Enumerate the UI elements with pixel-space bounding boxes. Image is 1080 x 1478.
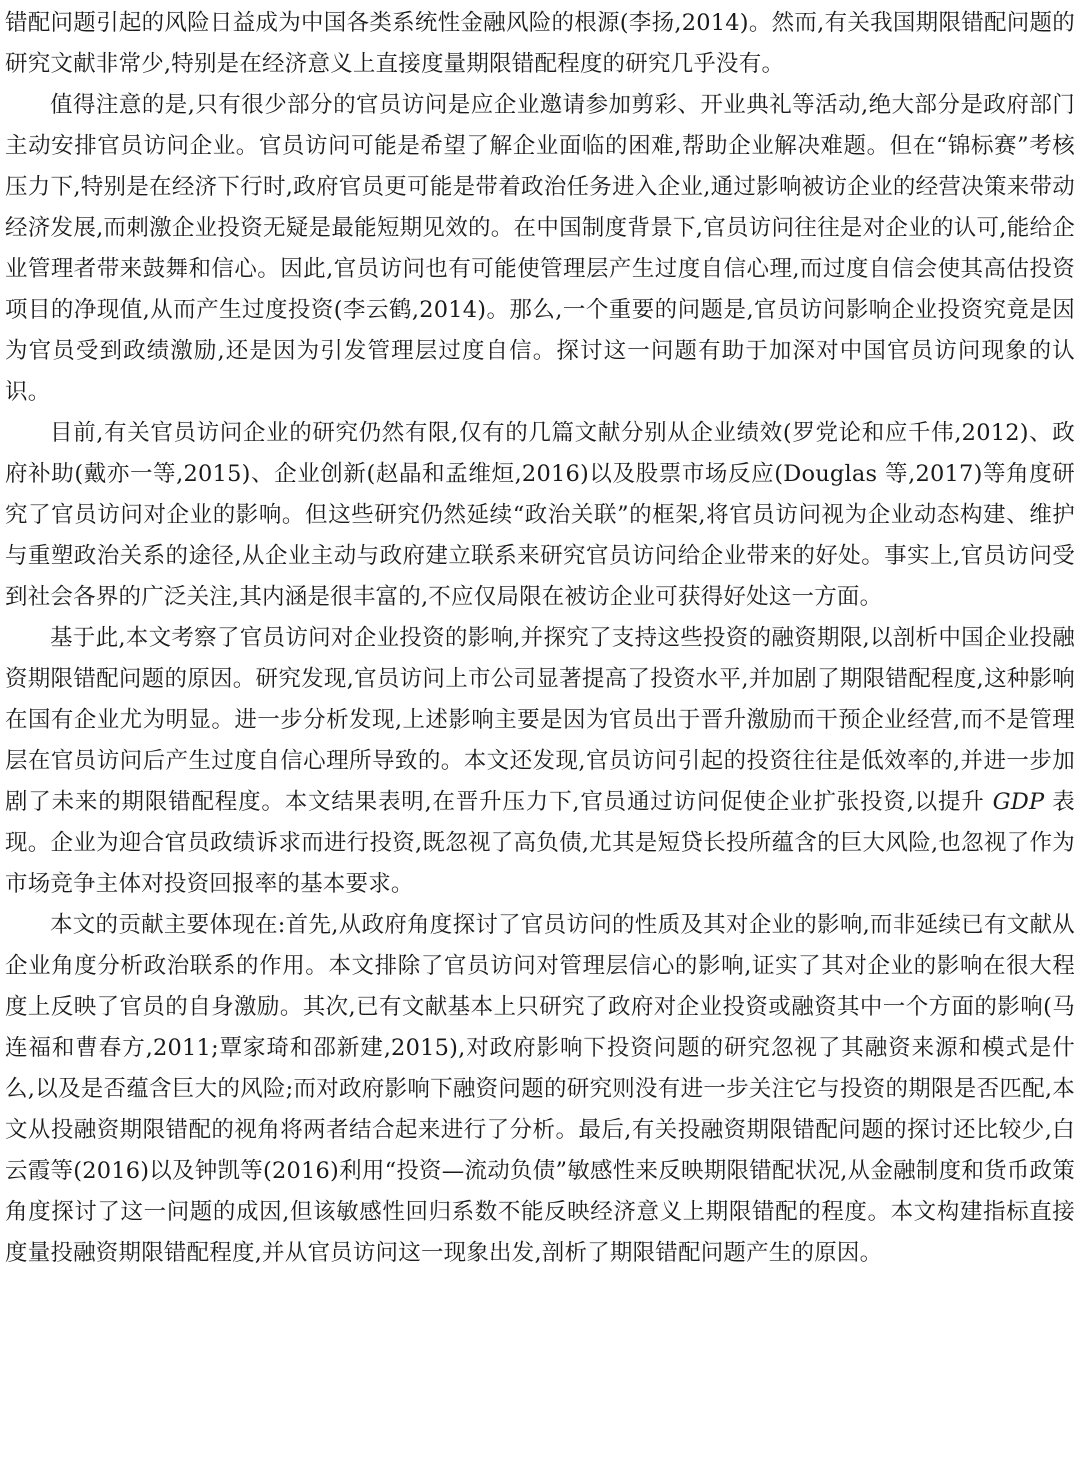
paragraph-2: [5, 85, 1075, 413]
paragraph-3: [5, 413, 1075, 618]
paragraph-1: [5, 3, 1075, 85]
paragraph-3-text: 目前,有关官员访问企业的研究仍然有限,仅有的几篇文献分别从企业绩效(罗党论和应千伟,2012)、政府补助(戴亦一等,2015)、企业创新(赵晶和孟维烜,2016)以及股票市场反应(Douglas 等,2017)等角度研究了官员访问对企业的影响。但这些研究仍然延续“政治关联”的框架,将官员访问视为企业动态构建、维护与重塑政治关系的途径,从企业主动与政府建立联系来研究官员访问给企业带来的好处。事实上,官员访问受到社会各界的广泛关注,其内涵是很丰富的,不应仅局限在被访企业可获得好处这一方面。: [5, 420, 1075, 610]
paragraph-4: [5, 618, 1075, 905]
document-body: [5, 3, 1075, 1274]
paragraph-4-gdp-italic: GDP: [992, 789, 1045, 815]
paragraph-4-text-b: 表现。企业为迎合官员政绩诉求而进行投资,既忽视了高负债,尤其是短贷长投所蕴含的巨大风险,也忽视了作为市场竞争主体对投资回报率的基本要求。: [5, 789, 1075, 897]
paragraph-2-text: 值得注意的是,只有很少部分的官员访问是应企业邀请参加剪彩、开业典礼等活动,绝大部分是政府部门主动安排官员访问企业。官员访问可能是希望了解企业面临的困难,帮助企业解决难题。但在“锦标赛”考核压力下,特别是在经济下行时,政府官员更可能是带着政治任务进入企业,通过影响被访企业的经营决策来带动经济发展,而刺激企业投资无疑是最能短期见效的。在中国制度背景下,官员访问往往是对企业的认可,能给企业管理者带来鼓舞和信心。因此,官员访问也有可能使管理层产生过度自信心理,而过度自信会使其高估投资项目的净现值,从而产生过度投资(李云鹤,2014)。那么,一个重要的问题是,官员访问影响企业投资究竟是因为官员受到政绩激励,还是因为引发管理层过度自信。探讨这一问题有助于加深对中国官员访问现象的认识。: [5, 92, 1075, 405]
paragraph-1-text: 错配问题引起的风险日益成为中国各类系统性金融风险的根源(李扬,2014)。然而,有关我国期限错配问题的研究文献非常少,特别是在经济意义上直接度量期限错配程度的研究几乎没有。: [5, 10, 1075, 77]
paragraph-5: [5, 905, 1075, 1274]
paragraph-5-text: 本文的贡献主要体现在:首先,从政府角度探讨了官员访问的性质及其对企业的影响,而非延续已有文献从企业角度分析政治联系的作用。本文排除了官员访问对管理层信心的影响,证实了其对企业的影响在很大程度上反映了官员的自身激励。其次,已有文献基本上只研究了政府对企业投资或融资其中一个方面的影响(马连福和曹春方,2011;覃家琦和邵新建,2015),对政府影响下投资问题的研究忽视了其融资来源和模式是什么,以及是否蕴含巨大的风险;而对政府影响下融资问题的研究则没有进一步关注它与投资的期限是否匹配,本文从投融资期限错配的视角将两者结合起来进行了分析。最后,有关投融资期限错配问题的探讨还比较少,白云霞等(2016)以及钟凯等(2016)利用“投资—流动负债”敏感性来反映期限错配状况,从金融制度和货币政策角度探讨了这一问题的成因,但该敏感性回归系数不能反映经济意义上期限错配的程度。本文构建指标直接度量投融资期限错配程度,并从官员访问这一现象出发,剖析了期限错配问题产生的原因。: [5, 912, 1075, 1266]
paragraph-4-text-a: 基于此,本文考察了官员访问对企业投资的影响,并探究了支持这些投资的融资期限,以剖析中国企业投融资期限错配问题的原因。研究发现,官员访问上市公司显著提高了投资水平,并加剧了期限错配程度,这种影响在国有企业尤为明显。进一步分析发现,上述影响主要是因为官员出于晋升激励而干预企业经营,而不是管理层在官员访问后产生过度自信心理所导致的。本文还发现,官员访问引起的投资往往是低效率的,并进一步加剧了未来的期限错配程度。本文结果表明,在晋升压力下,官员通过访问促使企业扩张投资,以提升: [5, 625, 1075, 815]
